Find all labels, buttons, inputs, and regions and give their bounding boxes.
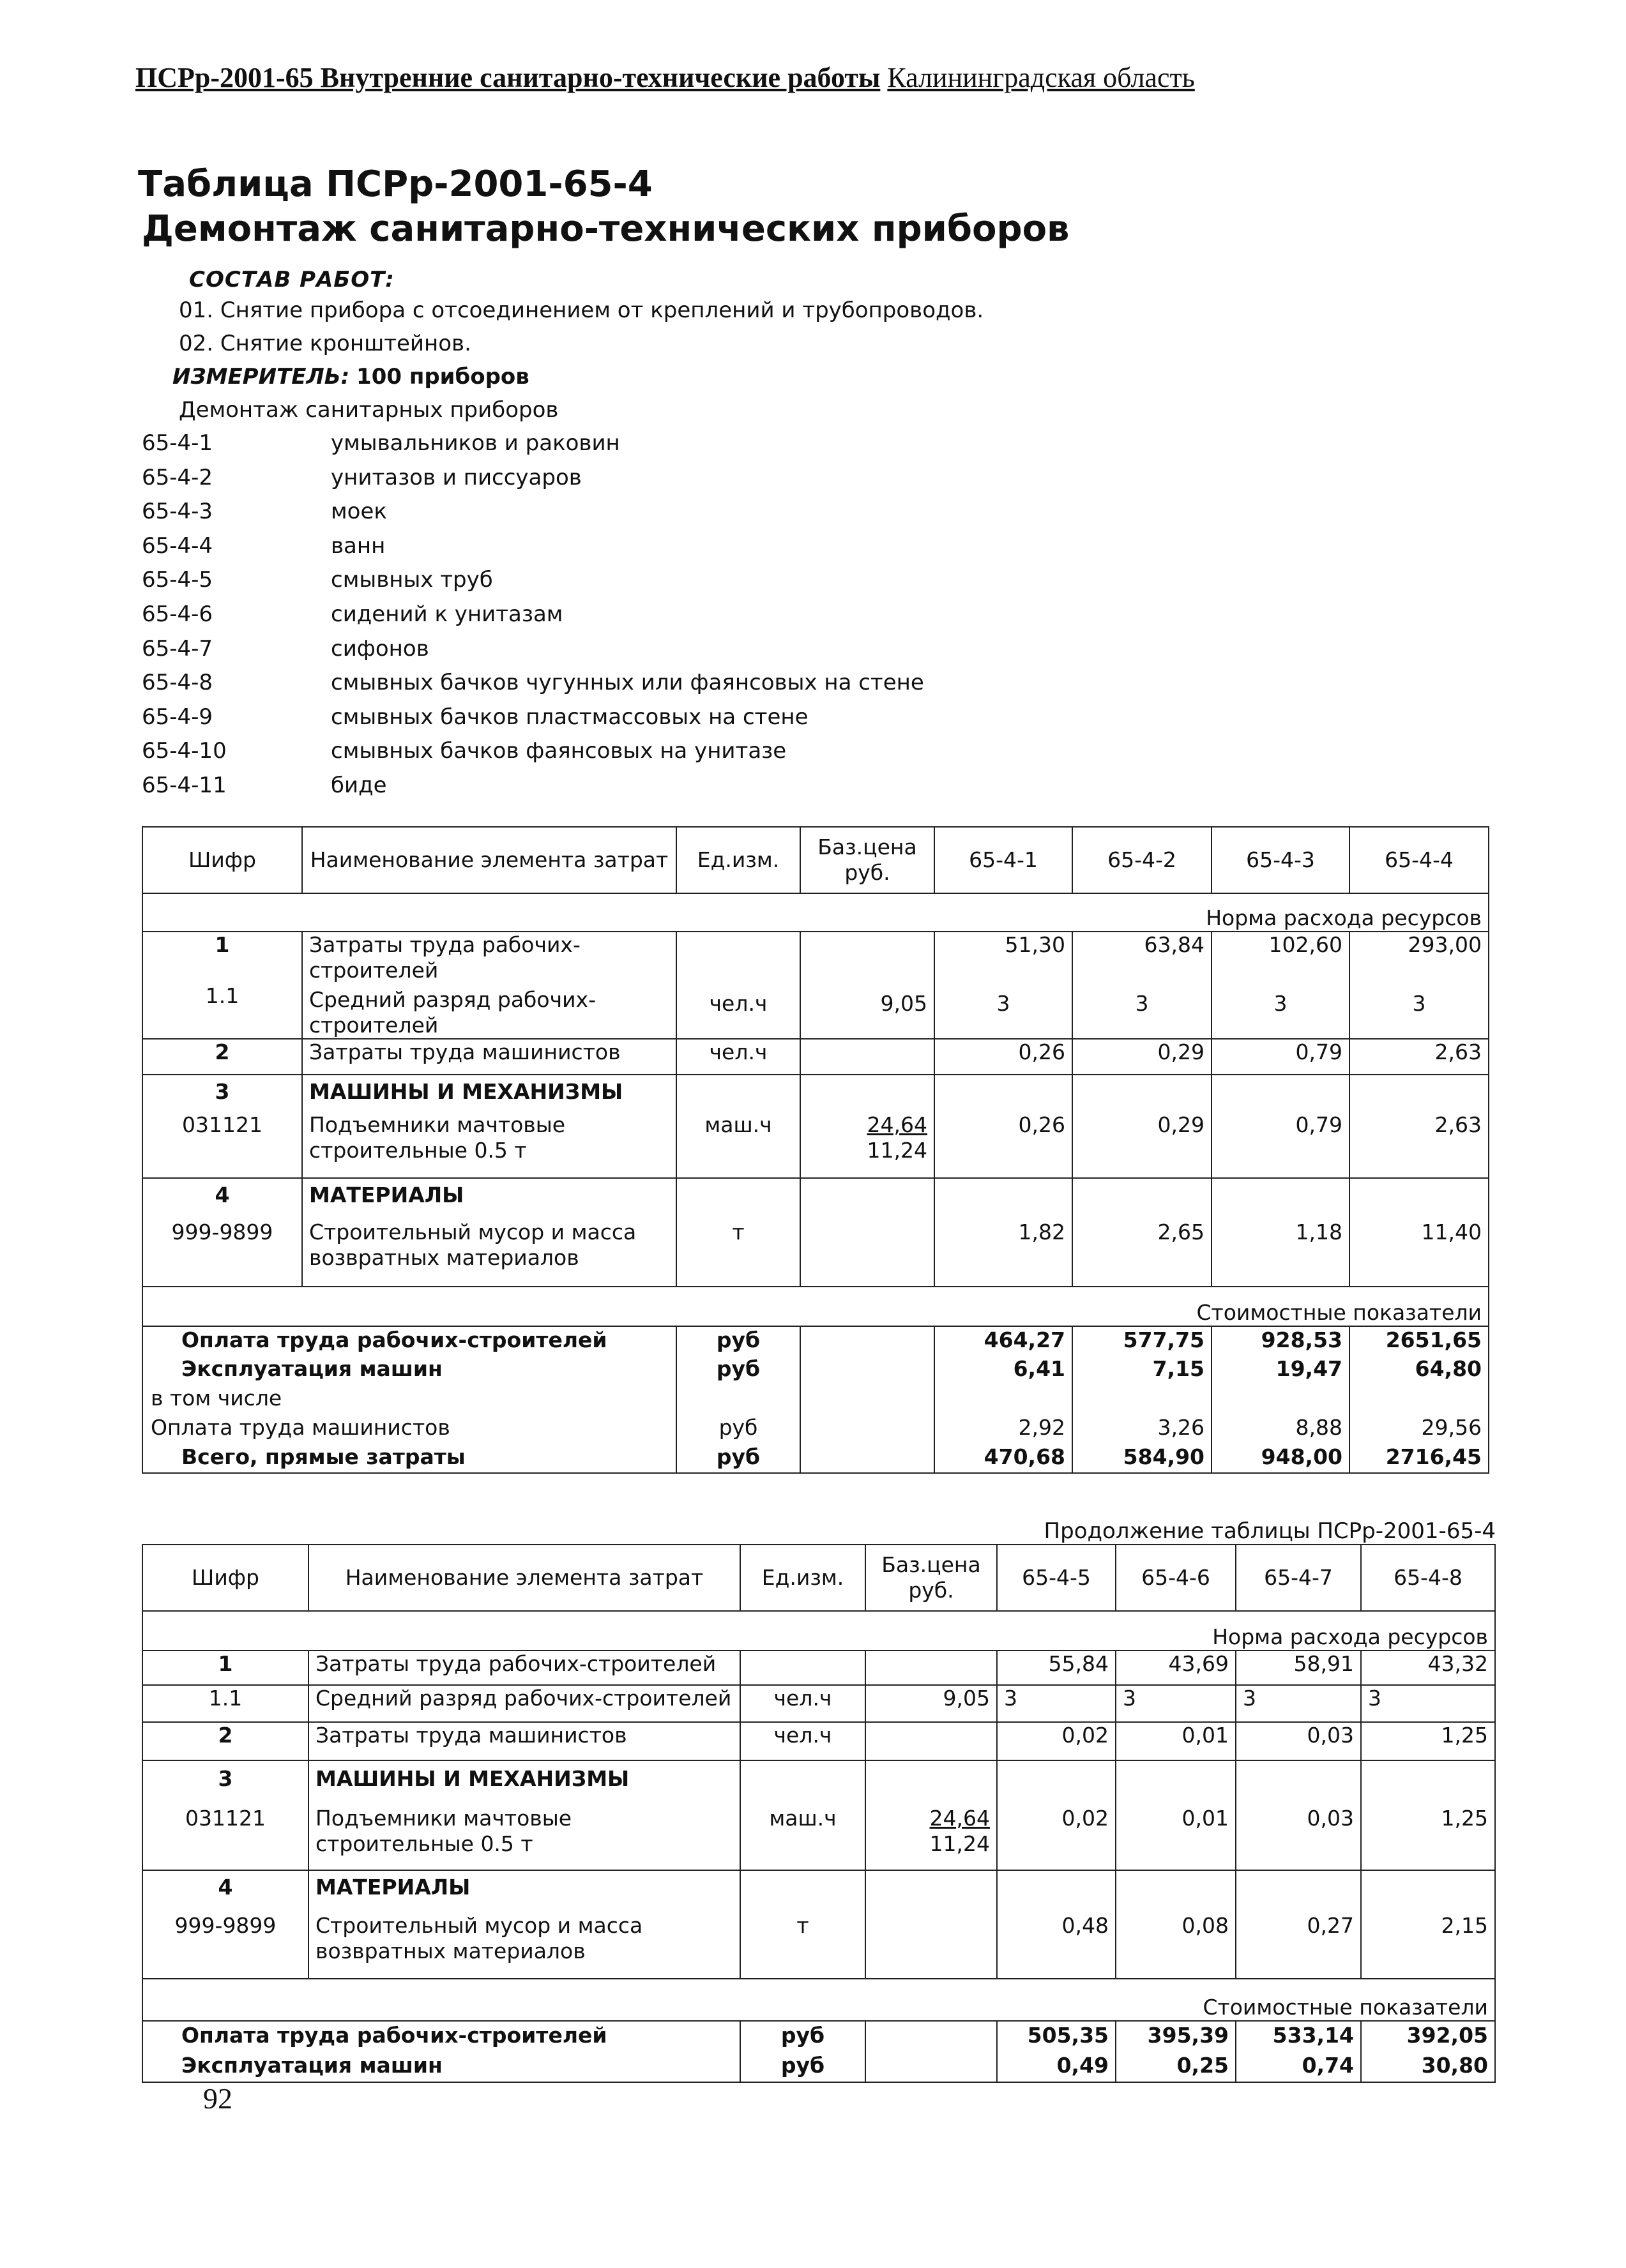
cost-label: Оплата труда машинистов — [142, 1414, 676, 1444]
page-number: 92 — [203, 2082, 232, 2115]
row-value: 0,79 — [1212, 1075, 1349, 1178]
row-price — [865, 1870, 997, 1979]
resource-table-2 — [142, 1544, 1496, 2083]
cost-value: 2651,65 — [1349, 1326, 1489, 1356]
row-shifr: 4 999-9899 — [142, 1178, 302, 1287]
row-value: 0,26 — [934, 1039, 1072, 1075]
header-col: 65-4-4 — [1349, 827, 1489, 893]
code-item: 65-4-9 — [142, 704, 213, 730]
cost-row — [142, 2052, 1495, 2082]
cost-value: 2716,45 — [1349, 1444, 1489, 1473]
row-name: МАТЕРИАЛЫ Строительный мусор и масса возвратных материалов — [302, 1178, 676, 1287]
header-col: 65-4-1 — [934, 827, 1072, 893]
code-description: смывных бачков пластмассовых на стене — [331, 704, 809, 730]
code-description: ванн — [331, 533, 386, 559]
row-value: 0,03 — [1236, 1760, 1361, 1870]
cost-label: Эксплуатация машин — [142, 1356, 676, 1385]
row-unit: т — [676, 1178, 800, 1287]
row-name: Затраты труда рабочих-строителей — [308, 1651, 740, 1685]
cost-value: 577,75 — [1072, 1326, 1212, 1356]
cost-label: Стоимостные показатели — [142, 1979, 1495, 2021]
row-value: 2,63 — [1349, 1075, 1489, 1178]
cost-value: 928,53 — [1212, 1326, 1349, 1356]
code-item: 65-4-4 — [142, 533, 213, 559]
cost-unit: руб — [676, 1326, 800, 1356]
code-description: сидений к унитазам — [331, 601, 563, 627]
row-price — [865, 1651, 997, 1685]
row-unit: маш.ч — [740, 1760, 865, 1870]
cost-price — [800, 1385, 934, 1414]
cost-value: 464,27 — [934, 1326, 1072, 1356]
cost-value: 533,14 — [1236, 2021, 1361, 2052]
cost-value — [1072, 1385, 1212, 1414]
row-unit — [740, 1651, 865, 1685]
row-unit: чел.ч — [676, 932, 800, 1039]
row-value: 2,15 — [1361, 1870, 1495, 1979]
code-description: смывных бачков фаянсовых на унитазе — [331, 738, 787, 764]
cost-row — [142, 1385, 1489, 1414]
code-item: 65-4-6 — [142, 601, 213, 627]
header-name: Наименование элемента затрат — [302, 827, 676, 893]
cost-price — [800, 1356, 934, 1385]
cost-value: 6,41 — [934, 1356, 1072, 1385]
row-value: 0,27 — [1236, 1870, 1361, 1979]
row-value: 0,29 — [1072, 1075, 1212, 1178]
row-value: 293,00 3 — [1349, 932, 1489, 1039]
header-col: 65-4-2 — [1072, 827, 1212, 893]
norma-label: Норма расхода ресурсов — [142, 1611, 1495, 1651]
code-item: 65-4-10 — [142, 738, 227, 764]
cost-value: 7,15 — [1072, 1356, 1212, 1385]
row-shifr: 3 031121 — [142, 1075, 302, 1178]
header-price: Баз.цена руб. — [800, 827, 934, 893]
row-value: 0,79 — [1212, 1039, 1349, 1075]
row-value: 0,03 — [1236, 1722, 1361, 1760]
header-shifr: Шифр — [142, 1545, 308, 1611]
code-item: 65-4-3 — [142, 499, 213, 524]
header-col: 65-4-6 — [1116, 1545, 1236, 1611]
row-value: 0,26 — [934, 1075, 1072, 1178]
code-item: 65-4-8 — [142, 670, 213, 695]
cost-value: 0,74 — [1236, 2052, 1361, 2082]
row-name: Затраты труда рабочих-строителей Средний разряд рабочих-строителей — [302, 932, 676, 1039]
cost-price — [800, 1414, 934, 1444]
header-region: Калининградская область — [887, 62, 1195, 93]
cost-value: 392,05 — [1361, 2021, 1495, 2052]
cost-price — [865, 2021, 997, 2052]
code-description: биде — [331, 773, 387, 798]
cost-label: в том числе — [142, 1385, 676, 1414]
cost-row — [142, 1414, 1489, 1444]
row-name: Затраты труда машинистов — [308, 1722, 740, 1760]
cost-value: 8,88 — [1212, 1414, 1349, 1444]
cost-value: 30,80 — [1361, 2052, 1495, 2082]
row-price: 9,05 — [800, 932, 934, 1039]
cost-value: 2,92 — [934, 1414, 1072, 1444]
measure-label: ИЗМЕРИТЕЛЬ: — [172, 364, 350, 389]
cost-value — [1212, 1385, 1349, 1414]
cost-label: Оплата труда рабочих-строителей — [142, 1326, 676, 1356]
row-price: 24,64 11,24 — [800, 1075, 934, 1178]
cost-label: Оплата труда рабочих-строителей — [142, 2021, 740, 2052]
resource-table-1 — [142, 826, 1489, 1474]
header-unit: Ед.изм. — [740, 1545, 865, 1611]
cost-rows — [142, 1326, 1489, 1473]
work-item: 01. Снятие прибора с отсоединением от креплений и трубопроводов. — [179, 298, 984, 323]
work-composition-label: СОСТАВ РАБОТ: — [189, 267, 395, 292]
cost-row — [142, 2021, 1495, 2052]
cost-unit: руб — [676, 1414, 800, 1444]
row-value: 63,84 3 — [1072, 932, 1212, 1039]
row-value: 1,25 — [1361, 1760, 1495, 1870]
row-value: 2,65 — [1072, 1178, 1212, 1287]
row-value: 43,69 — [1116, 1651, 1236, 1685]
code-description: смывных труб — [331, 567, 493, 593]
code-item: 65-4-1 — [142, 430, 213, 456]
row-unit: маш.ч — [676, 1075, 800, 1178]
row-price: 9,05 — [865, 1685, 997, 1722]
row-value: 3 — [1361, 1685, 1495, 1722]
row-value: 102,60 3 — [1212, 932, 1349, 1039]
cost-label: Стоимостные показатели — [142, 1287, 1489, 1326]
row-value: 0,01 — [1116, 1722, 1236, 1760]
row-name: МАТЕРИАЛЫ Строительный мусор и масса возвратных материалов — [308, 1870, 740, 1979]
row-shifr: 1.1 — [142, 1685, 308, 1722]
header-col: 65-4-3 — [1212, 827, 1349, 893]
row-value: 1,18 — [1212, 1178, 1349, 1287]
row-value: 0,01 — [1116, 1760, 1236, 1870]
header-price: Баз.цена руб. — [865, 1545, 997, 1611]
table-title: Таблица ПСРр-2001-65-4 — [138, 163, 653, 205]
row-shifr: 2 — [142, 1722, 308, 1760]
header-title: ПСРр-2001-65 Внутренние санитарно-технические работы — [135, 62, 881, 93]
group-title: Демонтаж санитарных приборов — [179, 397, 559, 423]
code-item: 65-4-11 — [142, 773, 227, 798]
header-col: 65-4-5 — [997, 1545, 1116, 1611]
row-value: 3 — [1116, 1685, 1236, 1722]
cost-unit: руб — [740, 2021, 865, 2052]
cost-unit — [676, 1385, 800, 1414]
code-description: унитазов и писсуаров — [331, 465, 582, 490]
row-value: 1,82 — [934, 1178, 1072, 1287]
cost-value — [1349, 1385, 1489, 1414]
code-description: смывных бачков чугунных или фаянсовых на стене — [331, 670, 924, 695]
norma-label: Норма расхода ресурсов — [142, 893, 1489, 932]
header-col: 65-4-7 — [1236, 1545, 1361, 1611]
row-price — [865, 1722, 997, 1760]
cost-value: 64,80 — [1349, 1356, 1489, 1385]
row-value: 0,48 — [997, 1870, 1116, 1979]
row-value: 11,40 — [1349, 1178, 1489, 1287]
row-unit: т — [740, 1870, 865, 1979]
row-price — [800, 1178, 934, 1287]
cost-price — [800, 1326, 934, 1356]
work-item: 02. Снятие кронштейнов. — [179, 331, 471, 356]
cost-label: Эксплуатация машин — [142, 2052, 740, 2082]
row-value: 2,63 — [1349, 1039, 1489, 1075]
cost-label: Всего, прямые затраты — [142, 1444, 676, 1473]
row-price — [800, 1039, 934, 1075]
cost-price — [800, 1444, 934, 1473]
row-shifr: 3 031121 — [142, 1760, 308, 1870]
cost-value: 948,00 — [1212, 1444, 1349, 1473]
row-shifr: 1 1.1 — [142, 932, 302, 1039]
header-unit: Ед.изм. — [676, 827, 800, 893]
row-value: 3 — [1236, 1685, 1361, 1722]
cost-unit: руб — [676, 1444, 800, 1473]
cost-row — [142, 1356, 1489, 1385]
cost-value: 0,49 — [997, 2052, 1116, 2082]
row-name: МАШИНЫ И МЕХАНИЗМЫ Подъемники мачтовые строительные 0.5 т — [302, 1075, 676, 1178]
row-price: 24,64 11,24 — [865, 1760, 997, 1870]
code-item: 65-4-2 — [142, 465, 213, 490]
code-description: умывальников и раковин — [331, 430, 620, 456]
running-header — [135, 61, 1195, 94]
cost-value: 470,68 — [934, 1444, 1072, 1473]
cost-row — [142, 1444, 1489, 1473]
cost-value: 3,26 — [1072, 1414, 1212, 1444]
table-subtitle: Демонтаж санитарно-технических приборов — [142, 208, 1070, 250]
row-unit: чел.ч — [676, 1039, 800, 1075]
code-description: моек — [331, 499, 387, 524]
cost-value: 584,90 — [1072, 1444, 1212, 1473]
continuation-label: Продолжение таблицы ПСРр-2001-65-4 — [1044, 1518, 1496, 1544]
row-value: 0,29 — [1072, 1039, 1212, 1075]
row-value: 3 — [997, 1685, 1116, 1722]
cost-unit: руб — [740, 2052, 865, 2082]
row-value: 0,02 — [997, 1722, 1116, 1760]
row-value: 0,02 — [997, 1760, 1116, 1870]
row-unit: чел.ч — [740, 1685, 865, 1722]
cost-rows — [142, 2021, 1495, 2082]
row-name: Затраты труда машинистов — [302, 1039, 676, 1075]
cost-value: 505,35 — [997, 2021, 1116, 2052]
measure-value: 100 приборов — [356, 364, 529, 389]
cost-value — [934, 1385, 1072, 1414]
cost-row — [142, 1326, 1489, 1356]
code-item: 65-4-5 — [142, 567, 213, 593]
cost-price — [865, 2052, 997, 2082]
header-shifr: Шифр — [142, 827, 302, 893]
row-unit: чел.ч — [740, 1722, 865, 1760]
cost-value: 29,56 — [1349, 1414, 1489, 1444]
header-col: 65-4-8 — [1361, 1545, 1495, 1611]
cost-value: 19,47 — [1212, 1356, 1349, 1385]
row-value: 51,30 3 — [934, 932, 1072, 1039]
cost-value: 0,25 — [1116, 2052, 1236, 2082]
row-value: 58,91 — [1236, 1651, 1361, 1685]
row-shifr: 1 — [142, 1651, 308, 1685]
cost-unit: руб — [676, 1356, 800, 1385]
code-item: 65-4-7 — [142, 636, 213, 662]
row-name: Средний разряд рабочих-строителей — [308, 1685, 740, 1722]
code-description: сифонов — [331, 636, 429, 662]
row-value: 0,08 — [1116, 1870, 1236, 1979]
header-name: Наименование элемента затрат — [308, 1545, 740, 1611]
measure-line — [172, 364, 529, 389]
cost-value: 395,39 — [1116, 2021, 1236, 2052]
row-shifr: 4 999-9899 — [142, 1870, 308, 1979]
row-value: 55,84 — [997, 1651, 1116, 1685]
row-value: 1,25 — [1361, 1722, 1495, 1760]
row-name: МАШИНЫ И МЕХАНИЗМЫ Подъемники мачтовые строительные 0.5 т — [308, 1760, 740, 1870]
row-shifr: 2 — [142, 1039, 302, 1075]
row-value: 43,32 — [1361, 1651, 1495, 1685]
